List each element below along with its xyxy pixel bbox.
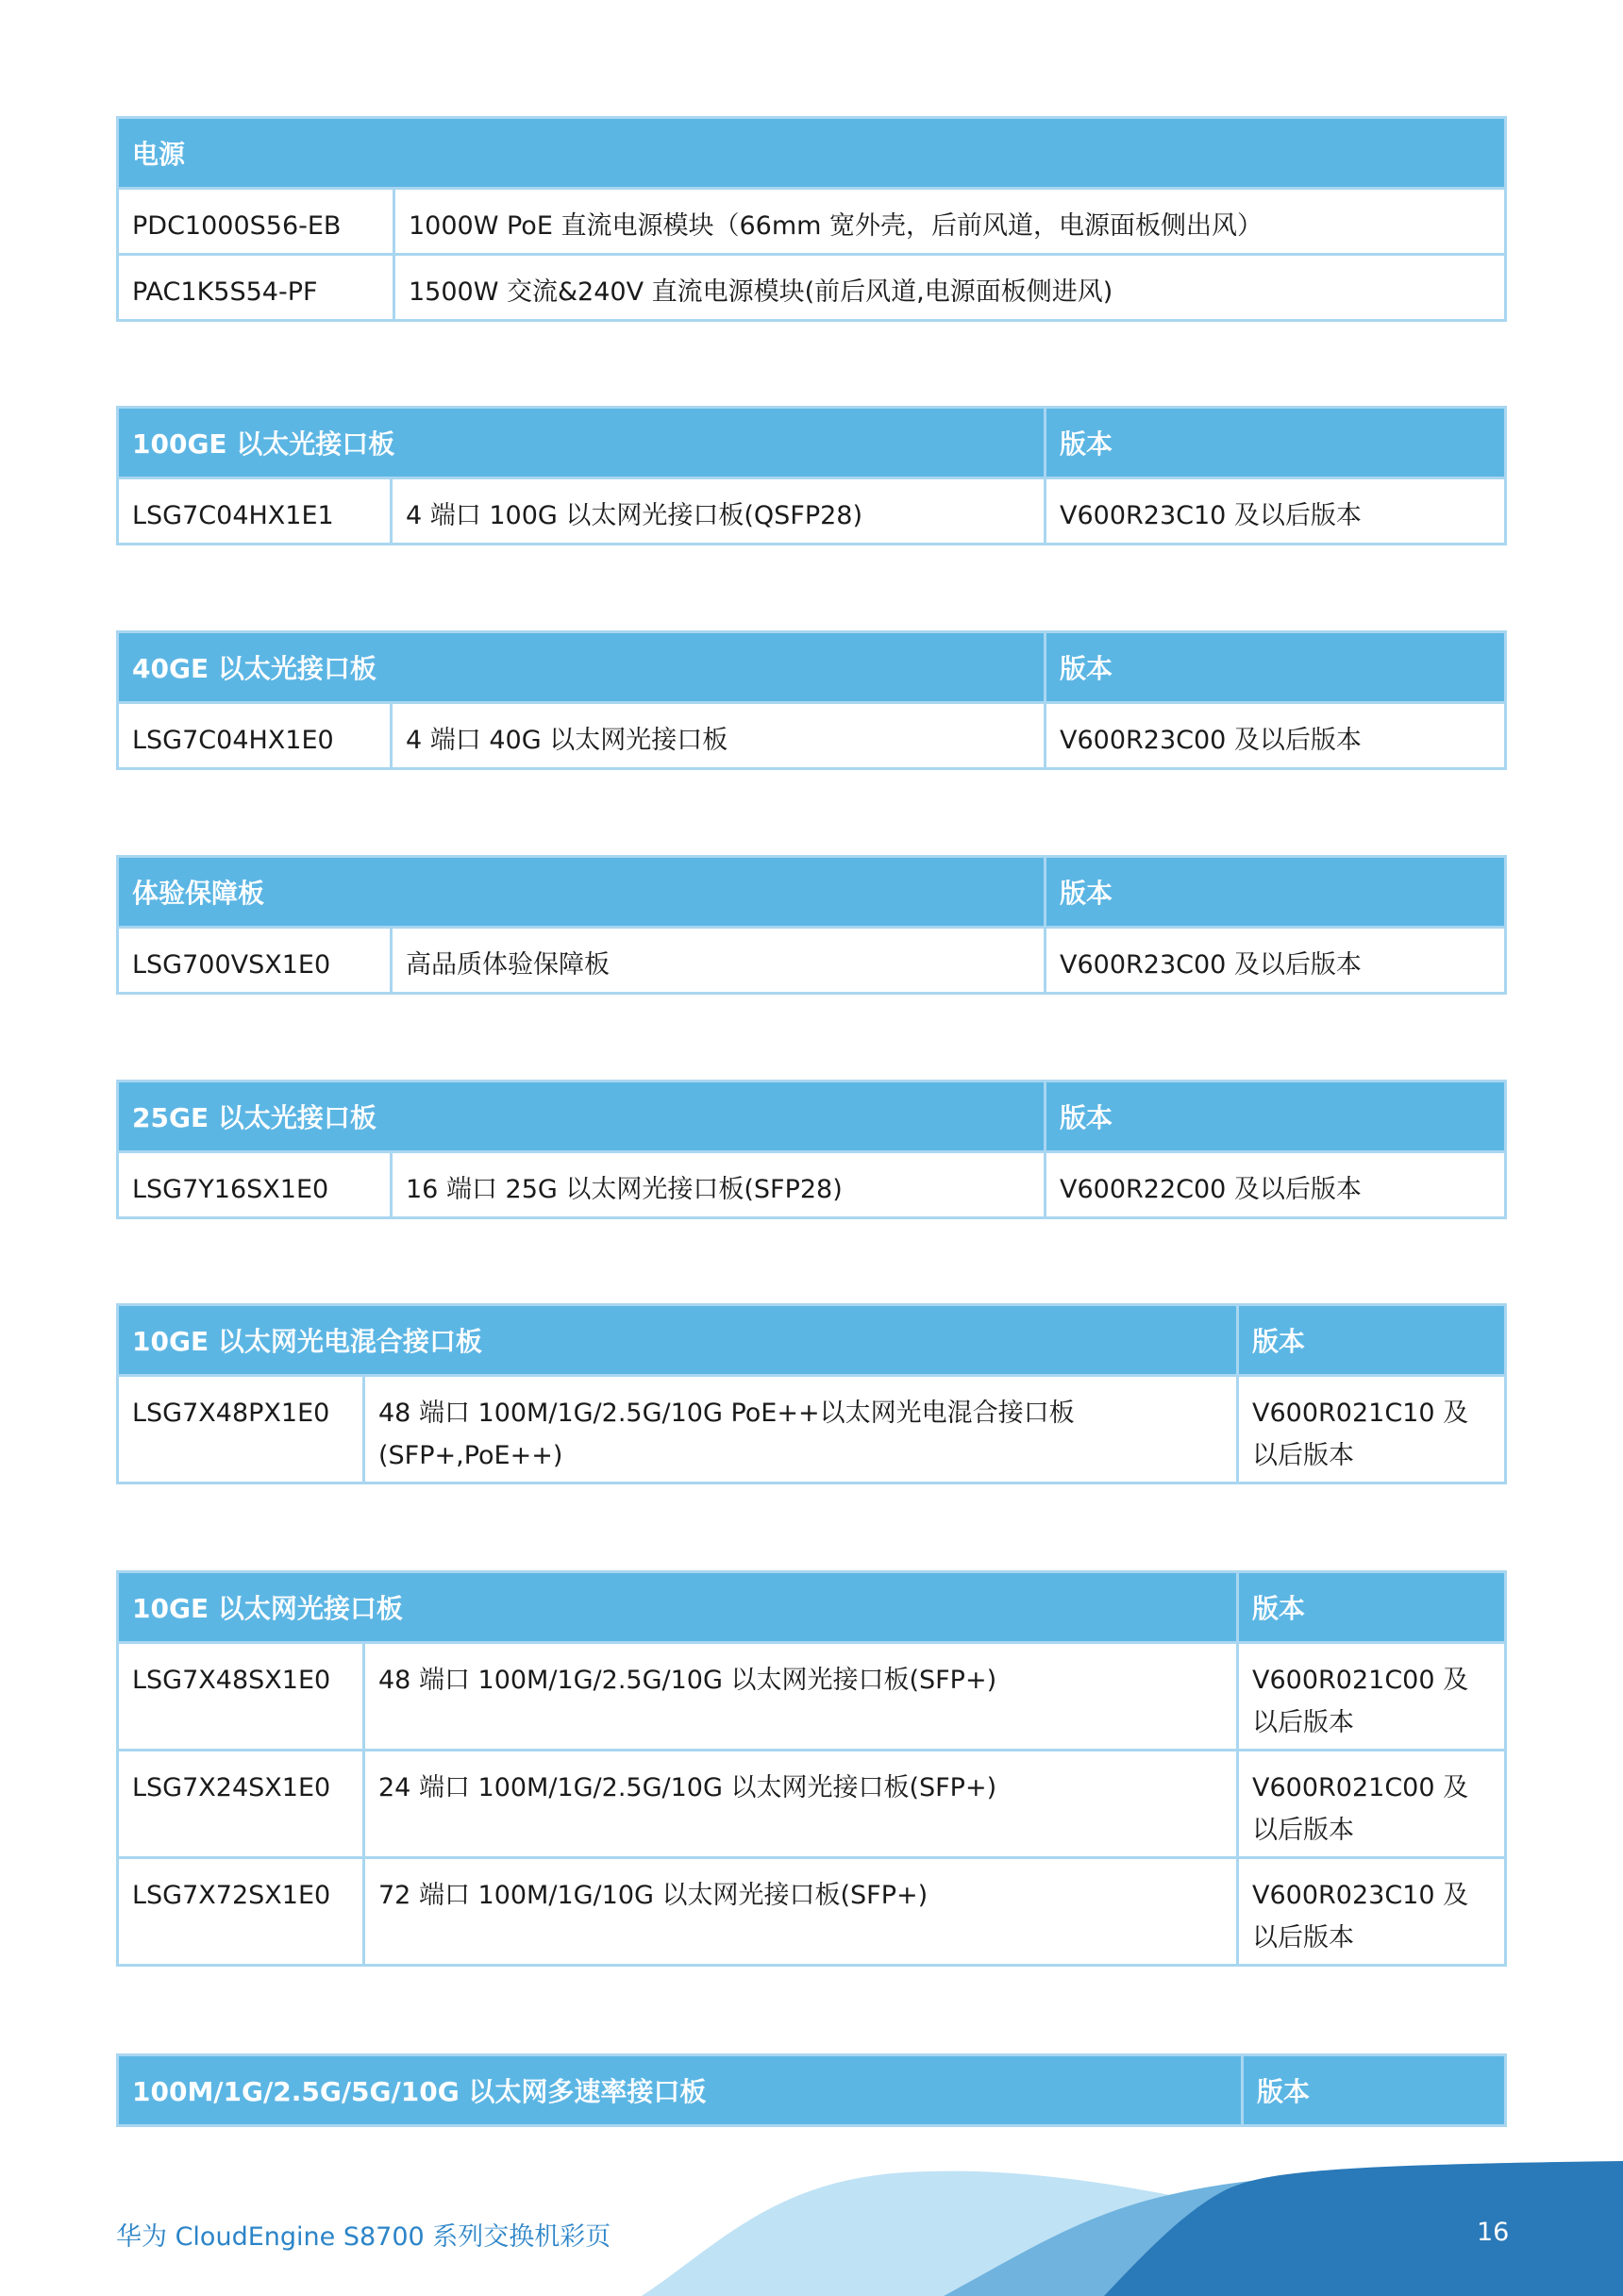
version-cell: V600R22C00 及以后版本 bbox=[1046, 1152, 1506, 1218]
model-cell: PAC1K5S54-PF bbox=[118, 255, 394, 321]
header-version: 版本 bbox=[1243, 2055, 1506, 2126]
model-cell: LSG7X48PX1E0 bbox=[118, 1376, 364, 1483]
table-row bbox=[118, 1152, 1506, 1218]
table-header bbox=[118, 632, 1506, 703]
header-title: 100M/1G/2.5G/5G/10G 以太网多速率接口板 bbox=[118, 2055, 1243, 2126]
experience-assurance-table bbox=[116, 855, 1507, 995]
header-title: 100GE 以太光接口板 bbox=[118, 408, 1046, 478]
table-header bbox=[118, 1305, 1506, 1376]
model-cell: PDC1000S56-EB bbox=[118, 189, 394, 255]
table-row bbox=[118, 189, 1506, 255]
header-title: 体验保障板 bbox=[118, 857, 1046, 928]
header-title: 25GE 以太光接口板 bbox=[118, 1081, 1046, 1152]
description-cell: 4 端口 100G 以太网光接口板(QSFP28) bbox=[392, 478, 1046, 545]
header-version: 版本 bbox=[1046, 1081, 1506, 1152]
version-cell: V600R021C00 及以后版本 bbox=[1238, 1751, 1506, 1858]
100ge-table bbox=[116, 406, 1507, 545]
version-cell: V600R021C00 及以后版本 bbox=[1238, 1643, 1506, 1751]
25ge-table bbox=[116, 1080, 1507, 1219]
10ge-optical-table bbox=[116, 1570, 1507, 1967]
version-cell: V600R23C00 及以后版本 bbox=[1046, 928, 1506, 994]
model-cell: LSG7C04HX1E1 bbox=[118, 478, 392, 545]
description-cell: 高品质体验保障板 bbox=[392, 928, 1046, 994]
table-row bbox=[118, 1751, 1506, 1858]
header-version: 版本 bbox=[1046, 408, 1506, 478]
model-cell: LSG700VSX1E0 bbox=[118, 928, 392, 994]
table-header bbox=[118, 857, 1506, 928]
header-title: 10GE 以太网光接口板 bbox=[118, 1572, 1238, 1643]
footer-title: 华为 CloudEngine S8700 系列交换机彩页 bbox=[116, 2222, 611, 2252]
description-cell: 48 端口 100M/1G/2.5G/10G 以太网光接口板(SFP+) bbox=[364, 1643, 1238, 1751]
header-version: 版本 bbox=[1238, 1305, 1506, 1376]
page-number: 16 bbox=[1477, 2218, 1510, 2247]
table-row bbox=[118, 478, 1506, 545]
table-header bbox=[118, 1572, 1506, 1643]
header-title: 10GE 以太网光电混合接口板 bbox=[118, 1305, 1238, 1376]
version-cell: V600R23C00 及以后版本 bbox=[1046, 703, 1506, 769]
10ge-hybrid-table bbox=[116, 1303, 1507, 1484]
description-cell: 72 端口 100M/1G/10G 以太网光接口板(SFP+) bbox=[364, 1858, 1238, 1966]
table-row bbox=[118, 255, 1506, 321]
header-title: 电源 bbox=[118, 118, 1506, 189]
description-cell: 4 端口 40G 以太网光接口板 bbox=[392, 703, 1046, 769]
model-cell: LSG7X24SX1E0 bbox=[118, 1751, 364, 1858]
table-row bbox=[118, 1643, 1506, 1751]
description-cell: 16 端口 25G 以太网光接口板(SFP28) bbox=[392, 1152, 1046, 1218]
description-cell: 1000W PoE 直流电源模块（66mm 宽外壳，后前风道，电源面板侧出风） bbox=[394, 189, 1506, 255]
table-header bbox=[118, 118, 1506, 189]
table-header bbox=[118, 2055, 1506, 2126]
model-cell: LSG7C04HX1E0 bbox=[118, 703, 392, 769]
multi-rate-table bbox=[116, 2053, 1507, 2127]
table-row bbox=[118, 1858, 1506, 1966]
description-cell: 48 端口 100M/1G/2.5G/10G PoE++以太网光电混合接口板(SFP+,PoE++) bbox=[364, 1376, 1238, 1483]
table-row bbox=[118, 1376, 1506, 1483]
header-title: 40GE 以太光接口板 bbox=[118, 632, 1046, 703]
description-cell: 1500W 交流&240V 直流电源模块(前后风道,电源面板侧进风) bbox=[394, 255, 1506, 321]
header-version: 版本 bbox=[1238, 1572, 1506, 1643]
version-cell: V600R021C10 及以后版本 bbox=[1238, 1376, 1506, 1483]
table-row bbox=[118, 703, 1506, 769]
version-cell: V600R23C10 及以后版本 bbox=[1046, 478, 1506, 545]
table-header bbox=[118, 1081, 1506, 1152]
table-header bbox=[118, 408, 1506, 478]
40ge-table bbox=[116, 630, 1507, 770]
version-cell: V600R023C10 及以后版本 bbox=[1238, 1858, 1506, 1966]
table-row bbox=[118, 928, 1506, 994]
description-cell: 24 端口 100M/1G/2.5G/10G 以太网光接口板(SFP+) bbox=[364, 1751, 1238, 1858]
header-version: 版本 bbox=[1046, 632, 1506, 703]
power-table bbox=[116, 116, 1507, 322]
model-cell: LSG7Y16SX1E0 bbox=[118, 1152, 392, 1218]
header-version: 版本 bbox=[1046, 857, 1506, 928]
model-cell: LSG7X72SX1E0 bbox=[118, 1858, 364, 1966]
model-cell: LSG7X48SX1E0 bbox=[118, 1643, 364, 1751]
